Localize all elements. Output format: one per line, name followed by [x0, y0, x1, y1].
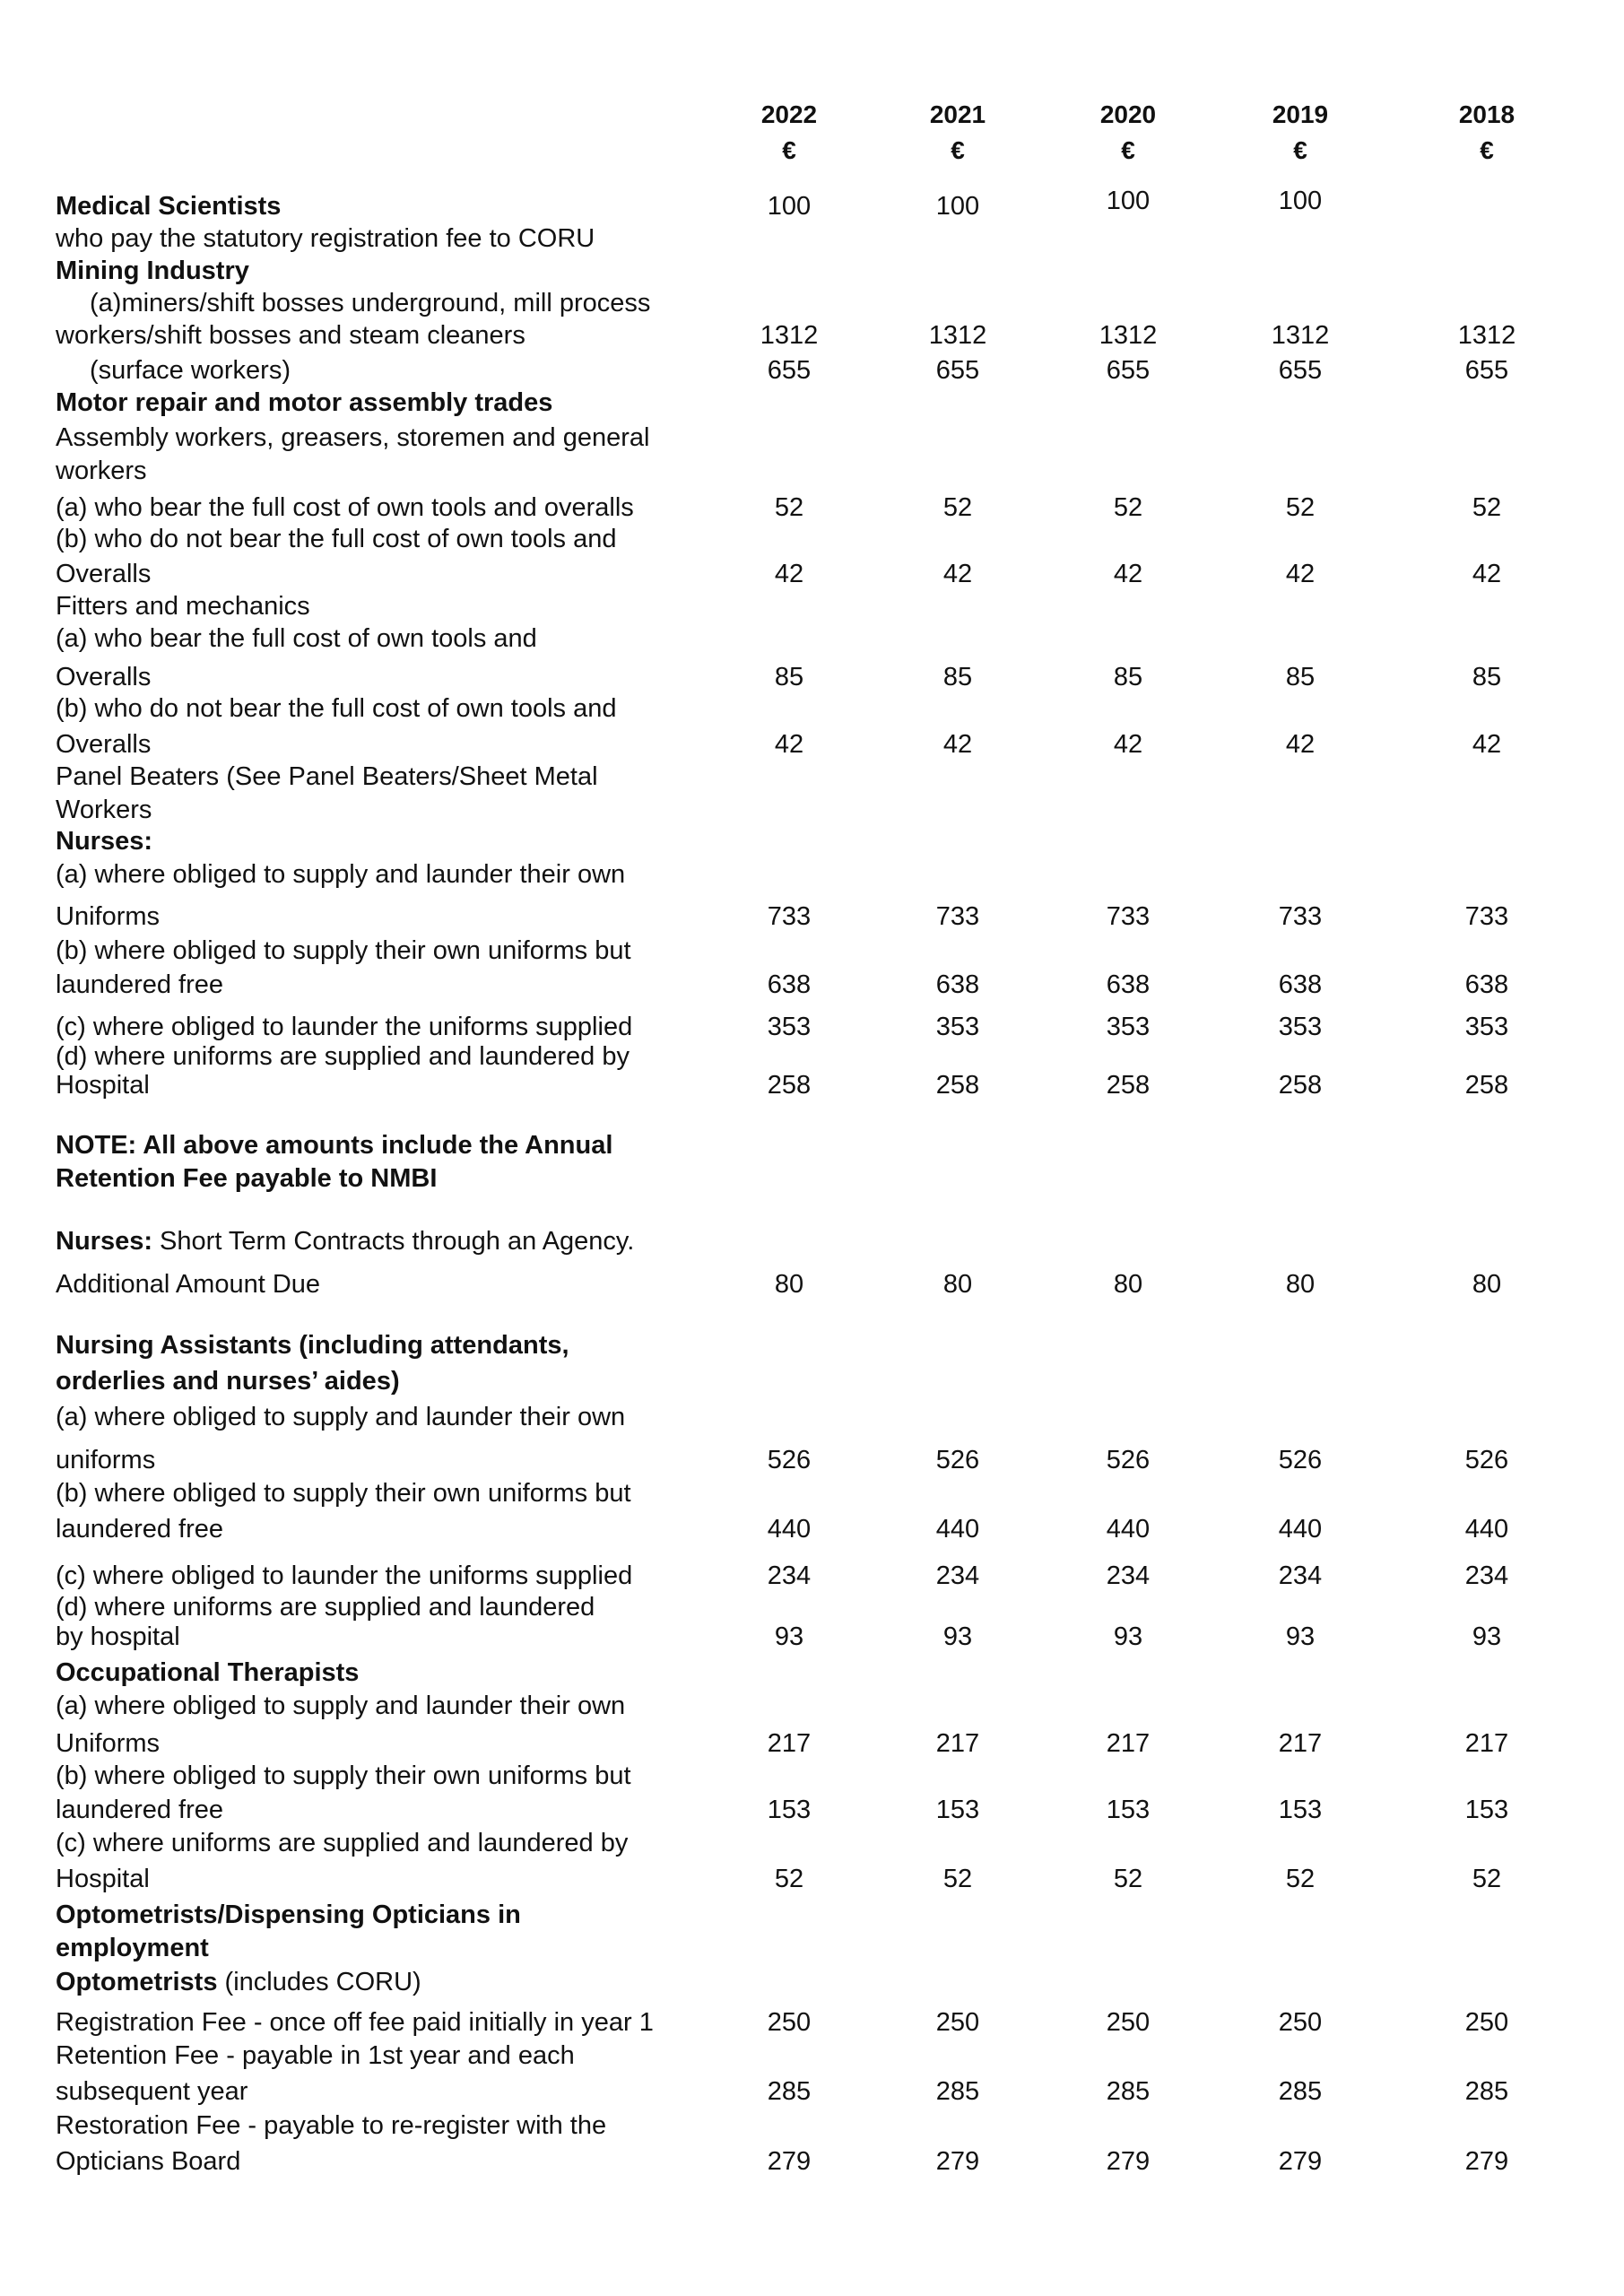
row-label — [56, 761, 598, 793]
row-label-text: Nurses: — [56, 827, 152, 856]
value-cell: 285 — [935, 2077, 980, 2106]
value-cell: 234 — [767, 1561, 812, 1590]
row-label — [56, 455, 147, 487]
column-year-2021: 2021 — [929, 100, 986, 128]
row-label-text: Workers — [56, 796, 152, 824]
row-label — [56, 1794, 223, 1826]
value-cell: 655 — [935, 356, 980, 385]
value-cell: 52 — [1113, 1865, 1143, 1893]
row-label-text: Hospital — [56, 1071, 150, 1100]
value-cell: 250 — [1464, 2008, 1509, 2037]
row-label-text: Panel Beaters (See Panel Beaters/Sheet Metal — [56, 762, 598, 791]
value-cell: 250 — [1106, 2008, 1151, 2037]
value-cell: 526 — [935, 1446, 980, 1474]
row-label — [56, 1268, 320, 1300]
row-label — [56, 1365, 400, 1397]
value-cell: 80 — [1285, 1270, 1316, 1299]
row-label — [56, 387, 552, 419]
column-year-2022: 2022 — [760, 100, 818, 128]
value-cell: 52 — [1472, 1865, 1502, 1893]
value-cell: 353 — [1464, 1013, 1509, 1041]
column-year-2020: 2020 — [1099, 100, 1157, 128]
row-label — [56, 1162, 437, 1195]
row-label-text: Overalls — [56, 730, 152, 759]
row-label — [56, 2006, 654, 2039]
value-cell: 638 — [1278, 970, 1323, 999]
row-label-text: Occupational Therapists — [56, 1658, 360, 1687]
value-cell: 85 — [1285, 663, 1316, 691]
value-cell: 234 — [935, 1561, 980, 1590]
row-label-text: Mining Industry — [56, 257, 249, 285]
row-label — [56, 1899, 521, 1931]
value-cell: 93 — [1113, 1622, 1143, 1651]
row-label-text: uniforms — [56, 1446, 156, 1474]
row-label-text: Retention Fee - payable in 1st year and each — [56, 2041, 575, 2070]
value-cell: 638 — [1464, 970, 1509, 999]
value-cell: 153 — [767, 1796, 812, 1824]
value-cell: 733 — [1106, 902, 1151, 931]
row-label-text: Motor repair and motor assembly trades — [56, 388, 553, 417]
row-label — [56, 1069, 150, 1101]
row-label — [56, 1690, 625, 1722]
value-cell: 733 — [935, 902, 980, 931]
row-label — [56, 222, 595, 255]
value-cell: 234 — [1464, 1561, 1509, 1590]
row-label — [56, 1657, 359, 1689]
value-cell: 52 — [942, 1865, 973, 1893]
value-cell: 42 — [1472, 730, 1502, 759]
value-cell: 440 — [767, 1515, 812, 1544]
value-cell: 80 — [942, 1270, 973, 1299]
row-label — [56, 1727, 160, 1760]
row-label-text: (c) where obliged to launder the uniforms supplied — [56, 1013, 633, 1041]
value-cell: 250 — [935, 2008, 980, 2037]
row-label — [56, 1863, 150, 1895]
row-label-text: subsequent year — [56, 2077, 248, 2106]
value-cell: 42 — [774, 560, 804, 588]
value-cell: 217 — [767, 1729, 812, 1758]
row-label-text: (b) where obliged to supply their own uniforms but — [56, 1479, 631, 1508]
row-label — [56, 1477, 631, 1509]
row-label-text: (surface workers) — [90, 356, 291, 385]
value-cell: 80 — [774, 1270, 804, 1299]
row-label-text: who pay the statutory registration fee to CORU — [56, 224, 595, 253]
row-label — [90, 354, 291, 387]
value-cell: 279 — [767, 2147, 812, 2176]
row-label-text: Nurses: — [56, 1227, 152, 1256]
row-label-text: Optometrists/Dispensing Opticians in — [56, 1900, 521, 1929]
row-label-text: (b) where obliged to supply their own uniforms but — [56, 1761, 631, 1790]
column-unit: € — [951, 136, 965, 164]
value-cell: 258 — [1278, 1071, 1323, 1100]
row-label — [56, 794, 152, 826]
row-label — [56, 2039, 575, 2072]
row-label — [56, 590, 310, 622]
row-label — [56, 1444, 155, 1476]
row-label-text: Uniforms — [56, 1729, 161, 1758]
value-cell: 85 — [942, 663, 973, 691]
row-label-suffix: (includes CORU) — [217, 1968, 421, 1996]
value-cell: 285 — [1464, 2077, 1509, 2106]
row-label — [56, 622, 537, 655]
row-label — [56, 1591, 595, 1623]
row-label — [56, 1329, 569, 1361]
value-cell: 526 — [767, 1446, 812, 1474]
row-label-text: (a)miners/shift bosses underground, mill process — [90, 289, 651, 317]
value-cell: 52 — [1285, 1865, 1316, 1893]
row-label — [56, 2109, 606, 2142]
row-label-text: (b) who do not bear the full cost of own tools and — [56, 525, 617, 553]
value-cell: 353 — [767, 1013, 812, 1041]
row-label-text: employment — [56, 1934, 209, 1962]
row-label — [56, 1932, 209, 1964]
row-label-text: (a) who bear the full cost of own tools and overalls — [56, 493, 634, 522]
value-cell: 440 — [1278, 1515, 1323, 1544]
value-cell: 353 — [1106, 1013, 1151, 1041]
row-label-text: laundered free — [56, 1796, 224, 1824]
column-unit: € — [782, 136, 796, 164]
row-label-text: Overalls — [56, 560, 152, 588]
value-cell: 42 — [942, 730, 973, 759]
value-cell: 1312 — [760, 321, 819, 350]
column-year-2018: 2018 — [1458, 100, 1515, 128]
row-label-text: laundered free — [56, 1515, 224, 1544]
value-cell: 655 — [1278, 356, 1323, 385]
row-label — [56, 1040, 630, 1073]
value-cell: 733 — [1464, 902, 1509, 931]
row-label-text: (a) where obliged to supply and launder their own — [56, 860, 626, 889]
row-label — [56, 2145, 240, 2178]
row-label — [56, 422, 649, 454]
column-unit: € — [1121, 136, 1135, 164]
value-cell: 93 — [1285, 1622, 1316, 1651]
row-label — [56, 728, 151, 761]
value-cell: 42 — [774, 730, 804, 759]
column-unit: € — [1480, 136, 1494, 164]
value-cell: 655 — [767, 356, 812, 385]
value-cell: 279 — [1106, 2147, 1151, 2176]
row-label — [56, 692, 616, 725]
value-cell: 279 — [935, 2147, 980, 2176]
value-cell: 52 — [1472, 493, 1502, 522]
row-label — [56, 1760, 631, 1792]
value-cell: 52 — [1113, 493, 1143, 522]
value-cell: 217 — [1106, 1729, 1151, 1758]
row-label — [56, 1827, 628, 1859]
row-label-text: Opticians Board — [56, 2147, 241, 2176]
row-label-text: Nursing Assistants (including attendants, — [56, 1331, 569, 1360]
value-cell: 1312 — [1099, 321, 1158, 350]
value-cell: 258 — [935, 1071, 980, 1100]
value-cell: 353 — [1278, 1013, 1323, 1041]
column-unit: € — [1293, 136, 1307, 164]
row-label-text: orderlies and nurses’ aides) — [56, 1367, 400, 1396]
value-cell: 93 — [774, 1622, 804, 1651]
row-label-text: Assembly workers, greasers, storemen and general — [56, 423, 650, 452]
value-cell: 279 — [1464, 2147, 1509, 2176]
row-label-text: Fitters and mechanics — [56, 592, 310, 621]
value-cell: 217 — [1464, 1729, 1509, 1758]
row-label — [56, 1621, 180, 1653]
row-label — [56, 319, 525, 352]
row-label — [56, 969, 223, 1001]
row-label — [56, 900, 160, 933]
value-cell: 153 — [935, 1796, 980, 1824]
value-cell: 638 — [935, 970, 980, 999]
row-label-text: Medical Scientists — [56, 192, 282, 221]
row-label — [56, 523, 616, 555]
value-cell: 234 — [1106, 1561, 1151, 1590]
value-cell: 52 — [774, 1865, 804, 1893]
value-cell: 80 — [1113, 1270, 1143, 1299]
row-label-suffix: Short Term Contracts through an Agency. — [152, 1227, 635, 1256]
value-cell: 93 — [942, 1622, 973, 1651]
row-label-text: (c) where obliged to launder the uniforms supplied — [56, 1561, 633, 1590]
row-label-text: by hospital — [56, 1622, 180, 1651]
value-cell: 85 — [774, 663, 804, 691]
row-label — [56, 1011, 632, 1043]
value-cell: 52 — [942, 493, 973, 522]
value-cell: 217 — [1278, 1729, 1323, 1758]
value-cell: 42 — [1113, 560, 1143, 588]
value-cell: 655 — [1464, 356, 1509, 385]
value-cell: 1312 — [1457, 321, 1516, 350]
value-cell: 52 — [774, 493, 804, 522]
row-label — [56, 935, 631, 967]
value-cell: 440 — [935, 1515, 980, 1544]
value-cell: 250 — [767, 2008, 812, 2037]
value-cell: 258 — [1464, 1071, 1509, 1100]
value-cell: 85 — [1472, 663, 1502, 691]
value-cell: 52 — [1285, 493, 1316, 522]
row-label-text: (b) who do not bear the full cost of own tools and — [56, 694, 617, 723]
value-cell: 153 — [1278, 1796, 1323, 1824]
value-cell: 80 — [1472, 1270, 1502, 1299]
value-cell: 100 — [1106, 187, 1151, 215]
row-label — [56, 491, 634, 524]
value-cell: 100 — [767, 192, 812, 221]
row-label — [56, 1966, 421, 1998]
value-cell: 42 — [1113, 730, 1143, 759]
row-label-text: (c) where uniforms are supplied and laundered by — [56, 1829, 629, 1857]
value-cell: 526 — [1106, 1446, 1151, 1474]
row-label-text: (a) where obliged to supply and launder their own — [56, 1403, 626, 1431]
row-label-text: Additional Amount Due — [56, 1270, 321, 1299]
row-label-text: Hospital — [56, 1865, 150, 1893]
row-label — [56, 858, 625, 891]
value-cell: 217 — [935, 1729, 980, 1758]
value-cell: 733 — [767, 902, 812, 931]
value-cell: 733 — [1278, 902, 1323, 931]
row-label-text: (a) who bear the full cost of own tools and — [56, 624, 537, 653]
value-cell: 655 — [1106, 356, 1151, 385]
value-cell: 638 — [767, 970, 812, 999]
row-label-text: Overalls — [56, 663, 152, 691]
value-cell: 42 — [1285, 560, 1316, 588]
row-label-text: (a) where obliged to supply and launder their own — [56, 1692, 626, 1720]
value-cell: 42 — [942, 560, 973, 588]
value-cell: 440 — [1464, 1515, 1509, 1544]
value-cell: 526 — [1464, 1446, 1509, 1474]
row-label-text: Retention Fee payable to NMBI — [56, 1164, 438, 1193]
row-label-text: workers/shift bosses and steam cleaners — [56, 321, 525, 350]
value-cell: 153 — [1464, 1796, 1509, 1824]
row-label — [56, 1401, 625, 1433]
value-cell: 93 — [1472, 1622, 1502, 1651]
value-cell: 1312 — [928, 321, 987, 350]
value-cell: 440 — [1106, 1515, 1151, 1544]
value-cell: 1312 — [1271, 321, 1330, 350]
row-label-text: (d) where uniforms are supplied and laundered — [56, 1593, 595, 1622]
row-label — [56, 1225, 634, 1257]
value-cell: 258 — [1106, 1071, 1151, 1100]
row-label — [56, 190, 281, 222]
row-label-text: workers — [56, 457, 147, 485]
value-cell: 42 — [1472, 560, 1502, 588]
row-label — [56, 1513, 223, 1545]
value-cell: 100 — [935, 192, 980, 221]
value-cell: 285 — [767, 2077, 812, 2106]
row-label-text: Uniforms — [56, 902, 161, 931]
row-label — [56, 1129, 612, 1161]
row-label-text: laundered free — [56, 970, 224, 999]
row-label — [56, 825, 152, 857]
row-label — [56, 2075, 248, 2108]
value-cell: 250 — [1278, 2008, 1323, 2037]
column-year-2019: 2019 — [1272, 100, 1329, 128]
row-label-text: Optometrists — [56, 1968, 218, 1996]
value-cell: 100 — [1278, 187, 1323, 215]
row-label-text: NOTE: All above amounts include the Annual — [56, 1131, 613, 1160]
row-label — [90, 287, 650, 319]
row-label — [56, 1560, 632, 1592]
value-cell: 279 — [1278, 2147, 1323, 2176]
value-cell: 638 — [1106, 970, 1151, 999]
value-cell: 353 — [935, 1013, 980, 1041]
row-label — [56, 255, 249, 287]
row-label-text: (d) where uniforms are supplied and laundered by — [56, 1042, 630, 1071]
row-label — [56, 558, 151, 590]
value-cell: 258 — [767, 1071, 812, 1100]
row-label — [56, 661, 151, 693]
value-cell: 285 — [1278, 2077, 1323, 2106]
value-cell: 153 — [1106, 1796, 1151, 1824]
value-cell: 526 — [1278, 1446, 1323, 1474]
value-cell: 42 — [1285, 730, 1316, 759]
row-label-text: Registration Fee - once off fee paid initially in year 1 — [56, 2008, 654, 2037]
value-cell: 234 — [1278, 1561, 1323, 1590]
value-cell: 85 — [1113, 663, 1143, 691]
row-label-text: (b) where obliged to supply their own uniforms but — [56, 936, 631, 965]
row-label-text: Restoration Fee - payable to re-register with the — [56, 2111, 607, 2140]
value-cell: 285 — [1106, 2077, 1151, 2106]
